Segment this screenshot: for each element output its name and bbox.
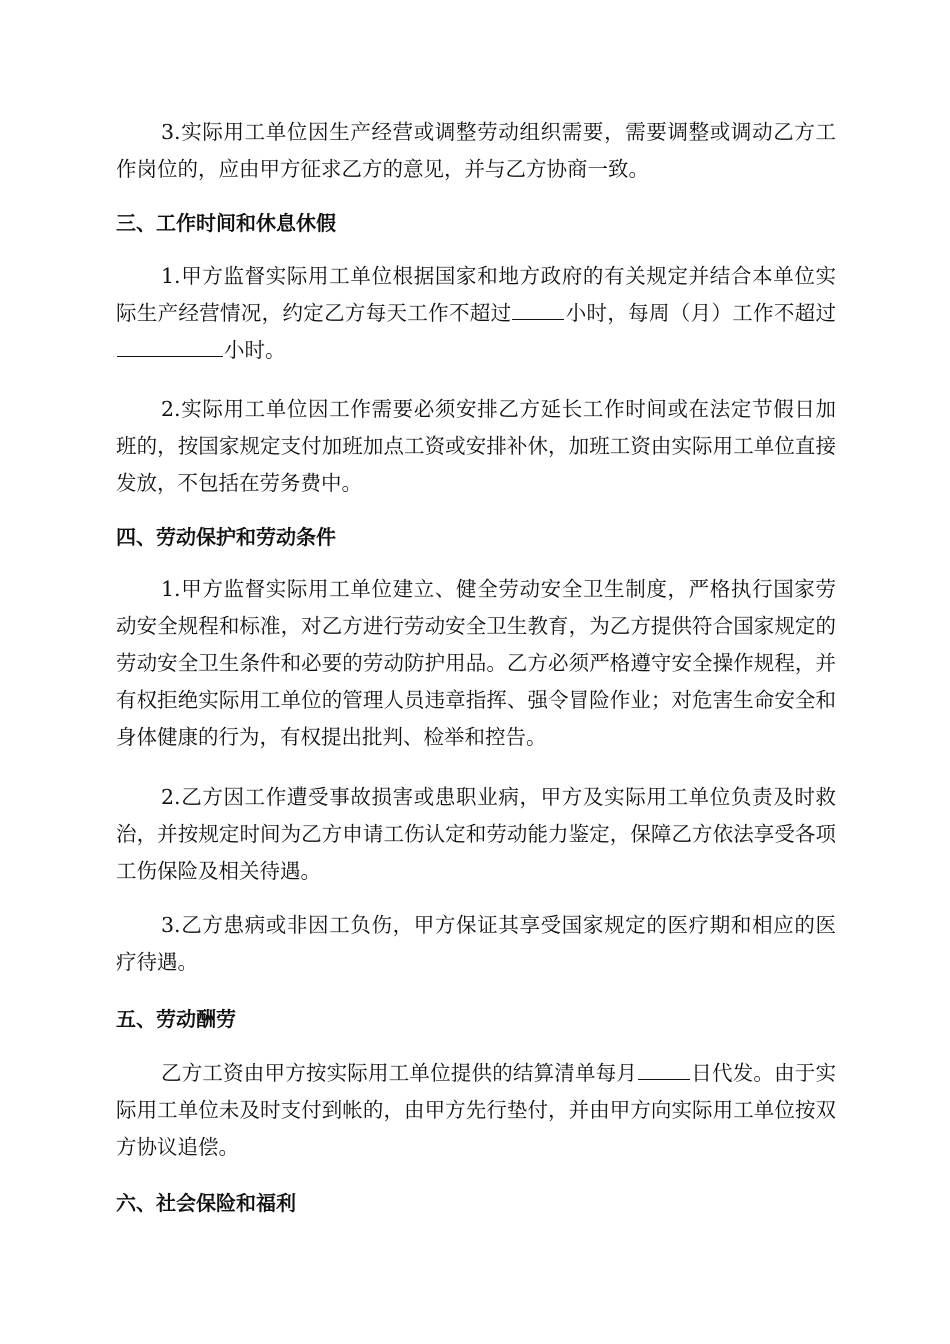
paragraph-section3-item1 [116, 258, 836, 369]
paragraph-section5-part1: 乙方工资由甲方按实际用工单位提供的结算清单每月 [161, 1061, 638, 1085]
paragraph-section2-item3: 3.实际用工单位因生产经营或调整劳动组织需要，需要调整或调动乙方工作岗位的，应由甲方征求乙方的意见，并与乙方协商一致。 [116, 120, 836, 181]
heading-section4: 四、劳动保护和劳动条件 [116, 525, 336, 549]
paragraph-section3-item1-part2: 小时，每周（月）工作不超过 [565, 301, 836, 325]
blank-pay-day [638, 1057, 690, 1080]
paragraph-section4-item3: 3.乙方患病或非因工负伤，甲方保证其享受国家规定的医疗期和相应的医疗待遇。 [116, 913, 836, 974]
blank-weekly-hours [117, 334, 223, 357]
heading-section5: 五、劳动酬劳 [116, 1007, 236, 1031]
paragraph-section3-item2: 2.实际用工单位因工作需要必须安排乙方延长工作时间或在法定节假日加班的，按国家规定支付加班加点工资或安排补休，加班工资由实际用工单位直接发放，不包括在劳务费中。 [116, 397, 836, 495]
paragraph-section3-item1-part3: 小时。 [224, 338, 286, 362]
heading-section3: 三、工作时间和休息休假 [116, 211, 336, 235]
paragraph-section4-item1: 1.甲方监督实际用工单位建立、健全劳动安全卫生制度，严格执行国家劳动安全规程和标准，对乙方进行劳动安全卫生教育，为乙方提供符合国家规定的劳动安全卫生条件和必要的劳动防护用品。乙方必须严格遵守安全操作规程，并有权拒绝实际用工单位的管理人员违章指挥、强令冒险作业；对危害生命安全和身体健康的行为，有权提出批判、检举和控告。 [116, 577, 836, 749]
paragraph-section5-part2: 日代发。由于实际用工单位未及时支付到帐的，由甲方先行垫付，并由甲方向实际用工单位按双方协议追偿。 [116, 1061, 837, 1159]
paragraph-section4-item2: 2.乙方因工作遭受事故损害或患职业病，甲方及实际用工单位负责及时救治，并按规定时间为乙方申请工伤认定和劳动能力鉴定，保障乙方依法享受各项工伤保险及相关待遇。 [116, 785, 836, 883]
paragraph-section5 [116, 1055, 836, 1166]
blank-daily-hours [512, 297, 564, 320]
paragraph-section3-item1-part1: 1.甲方监督实际用工单位根据国家和地方政府的有关规定并结合本单位实际生产经营情况，约定乙方每天工作不超过 [116, 264, 836, 325]
heading-section6: 六、社会保险和福利 [116, 1191, 296, 1215]
